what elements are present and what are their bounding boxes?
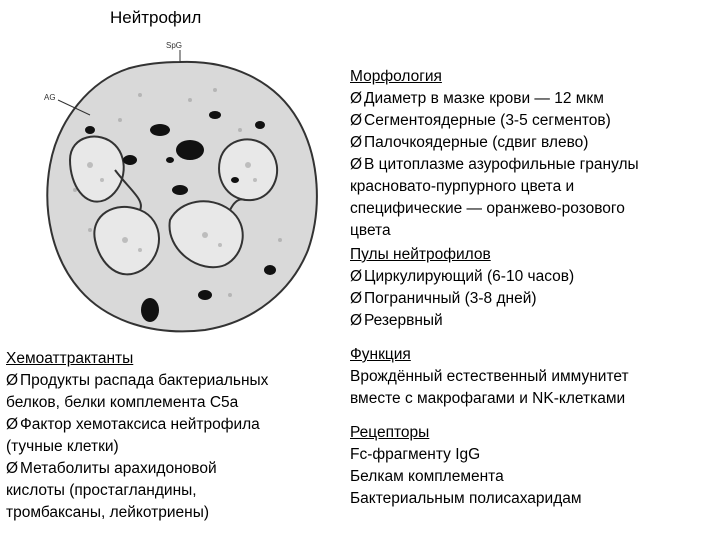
bullet-arrow-icon: Ø (350, 312, 363, 329)
chemoattractants-text: Фактор хемотаксиса нейтрофила (20, 416, 260, 433)
chemoattractants-line (6, 436, 336, 458)
bullet-arrow-icon: Ø (6, 372, 19, 389)
neutrophil-diagram (30, 40, 330, 340)
chemoattractants-block (6, 348, 336, 524)
morphology-line (350, 154, 715, 176)
morphology-lines (350, 88, 715, 242)
label-ag: AG (44, 93, 56, 102)
bullet-arrow-icon: Ø (350, 134, 363, 151)
receptors-lines (350, 444, 715, 510)
label-spg: SpG (166, 41, 183, 50)
morphology-text: красновато-пурпурного цвета и (350, 178, 575, 195)
pools-line (350, 266, 715, 288)
function-lines (350, 366, 715, 410)
pools-line (350, 288, 715, 310)
morphology-line (350, 220, 715, 242)
bullet-arrow-icon: Ø (350, 290, 363, 307)
pools-text: Циркулирующий (6-10 часов) (364, 268, 575, 285)
morphology-line (350, 110, 715, 132)
pools-line (350, 310, 715, 332)
bullet-arrow-icon: Ø (350, 90, 363, 107)
function-text: вместе с макрофагами и NK-клетками (350, 390, 626, 407)
function-line (350, 366, 715, 388)
receptors-text: Бактериальным полисахаридам (350, 490, 582, 507)
chemoattractants-text: Метаболиты арахидоновой (20, 460, 217, 477)
bullet-arrow-icon: Ø (350, 156, 363, 173)
chemoattractants-lines (6, 370, 336, 524)
receptors-text: Белкам комплемента (350, 468, 504, 485)
morphology-heading: Морфология (350, 68, 442, 85)
chemoattractants-text: тромбаксаны, лейкотриены) (6, 504, 210, 521)
morphology-text: Палочкоядерные (сдвиг влево) (364, 134, 589, 151)
morphology-line (350, 198, 715, 220)
morphology-line (350, 176, 715, 198)
chemoattractants-text: Продукты распада бактериальных (20, 372, 269, 389)
morphology-block (350, 66, 715, 242)
receptors-block (350, 422, 715, 510)
morphology-text: Сегментоядерные (3-5 сегментов) (364, 112, 611, 129)
pools-lines (350, 266, 715, 332)
function-heading: Функция (350, 346, 411, 363)
chemoattractants-line (6, 502, 336, 524)
morphology-text: Диаметр в мазке крови — 12 мкм (364, 90, 604, 107)
receptors-heading: Рецепторы (350, 424, 430, 441)
chemoattractants-line (6, 458, 336, 480)
page-title: Нейтрофил (110, 8, 202, 27)
bullet-arrow-icon: Ø (6, 460, 19, 477)
bullet-arrow-icon: Ø (350, 268, 363, 285)
pools-text: Пограничный (3-8 дней) (364, 290, 537, 307)
receptors-line (350, 488, 715, 510)
function-text: Врождённый естественный иммунитет (350, 368, 629, 385)
pools-text: Резервный (364, 312, 443, 329)
morphology-line (350, 88, 715, 110)
pools-block (350, 244, 715, 332)
morphology-text: специфические — оранжево-розового (350, 200, 625, 217)
chemoattractants-text: кислоты (простагландины, (6, 482, 197, 499)
chemoattractants-line (6, 370, 336, 392)
morphology-text: В цитоплазме азурофильные гранулы (364, 156, 639, 173)
chemoattractants-line (6, 392, 336, 414)
receptors-line (350, 466, 715, 488)
bullet-arrow-icon: Ø (6, 416, 19, 433)
function-line (350, 388, 715, 410)
chemoattractants-text: белков, белки комплемента С5а (6, 394, 239, 411)
morphology-text: цвета (350, 222, 391, 239)
chemoattractants-heading: Хемоаттрактанты (6, 350, 134, 367)
chemoattractants-text: (тучные клетки) (6, 438, 119, 455)
bullet-arrow-icon: Ø (350, 112, 363, 129)
chemoattractants-line (6, 480, 336, 502)
morphology-line (350, 132, 715, 154)
chemoattractants-line (6, 414, 336, 436)
function-block (350, 344, 715, 410)
receptors-text: Fc-фрагменту IgG (350, 446, 481, 463)
pools-heading: Пулы нейтрофилов (350, 246, 491, 263)
receptors-line (350, 444, 715, 466)
